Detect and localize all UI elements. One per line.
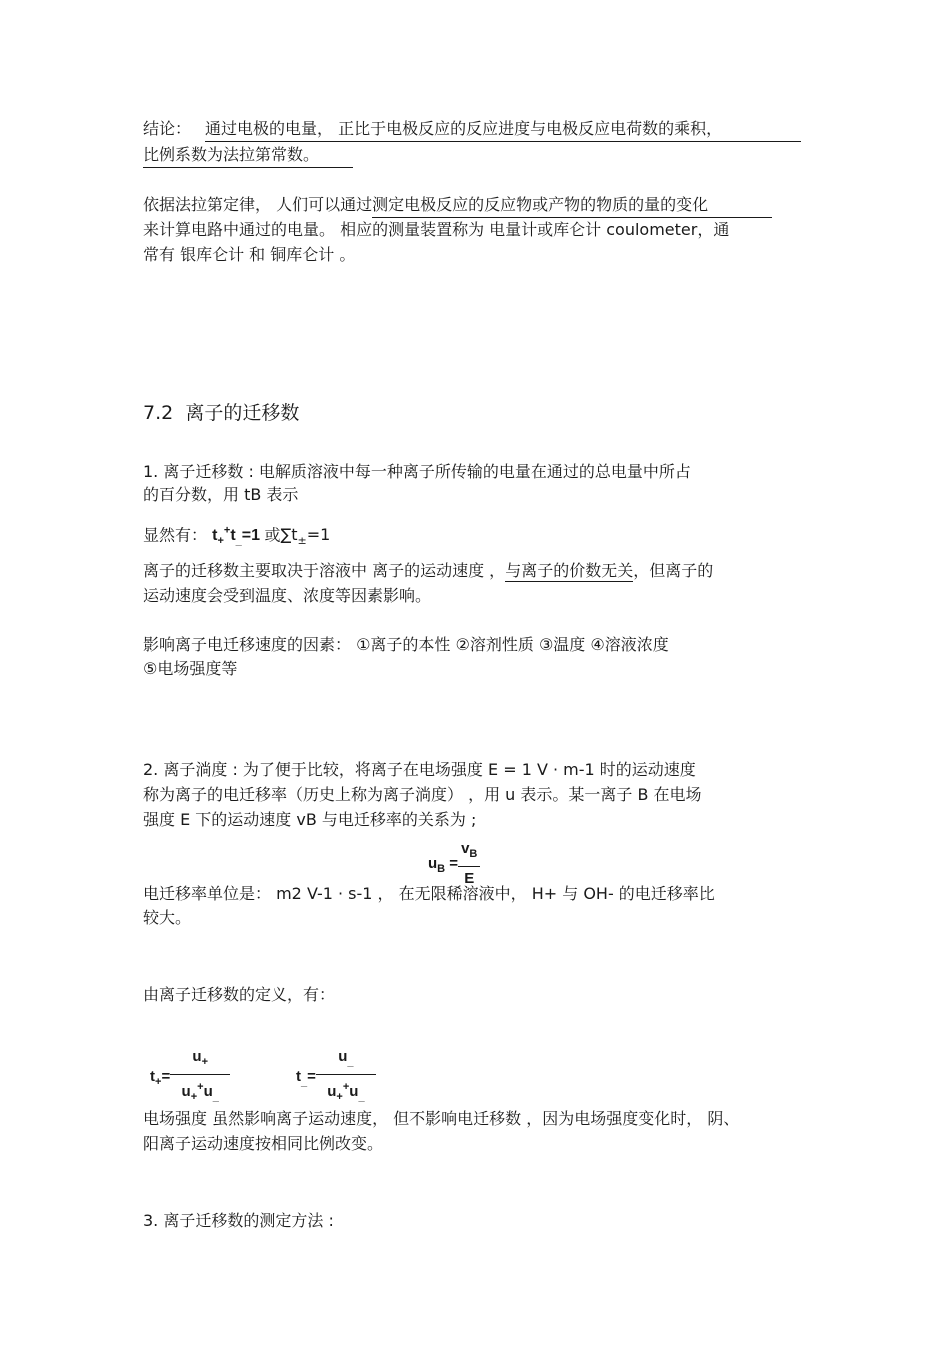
conclusion-text-2: 比例系数为法拉第常数。: [143, 144, 353, 168]
sigma-formula: $\sum t_\pm=1$: [280, 525, 331, 548]
section-heading: [143, 402, 299, 424]
units-line-1: 电迁移率单位是： m2 V-1 · s-1 ， 在无限稀溶液中， H+ 与 OH- 的电迁移率比: [143, 884, 715, 903]
factors-line-1: 影响离子电迁移速度的因素： ①离子的本性 ②溶剂性质 ③温度 ④溶液浓度: [143, 635, 669, 654]
factors-line-2: ⑤电场强度等: [143, 659, 238, 678]
item2-line-2: 称为离子的电迁移率（历史上称为离子淌度） ，用 u 表示。某一离子 B 在电场: [143, 785, 702, 804]
by-definition-text: 由离子迁移数的定义，有：: [143, 985, 336, 1004]
item1-line-1: 1. 离子迁移数 : 电解质溶液中每一种离子所传输的电量在通过的总电量中所占: [143, 462, 691, 481]
units-line-2: 较大。: [143, 908, 192, 927]
faraday-line-1: [143, 194, 772, 218]
faraday-text-1a: 依据法拉第定律， 人们可以通过: [143, 195, 373, 214]
depend-text-1c: ，但离子的: [633, 561, 714, 580]
depend-text-1b: 与离子的价数无关: [505, 561, 634, 580]
faraday-line-3: 常有 银库仑计 和 铜库仑计 。: [143, 245, 356, 264]
t-plus-formula: $t_+=$ $\frac{u_+}{u_+^+u_{\_}}$: [150, 1046, 230, 1108]
conclusion-line-2: [143, 144, 353, 168]
conclusion-line-1: [143, 118, 801, 142]
conclusion-label: 结论：: [143, 119, 192, 138]
t-minus-formula: $t_{\_}=$ $\frac{u_{\_}}{u_+^+u_{\_}}$: [296, 1046, 376, 1108]
depend-line-1: [143, 560, 713, 582]
faraday-line-2: 来计算电路中通过的电量。 相应的测量装置称为 电量计或库仑计 coulometer，通: [143, 220, 730, 239]
faraday-text-1b: 测定电极反应的反应物或产物的物质的量的变化: [372, 194, 772, 218]
item1-line-2: 的百分数，用 tB 表示: [143, 485, 299, 504]
item3-heading: 3. 离子迁移数的测定方法 :: [143, 1211, 334, 1230]
depend-text-1a: 离子的迁移数主要取决于溶液中 离子的运动速度 ，: [143, 561, 506, 580]
section-title: 离子的迁移数: [185, 402, 300, 424]
conclusion-text-1: 通过电极的电量， 正比于电极反应的反应进度与电极反应电荷数的乘积，: [205, 118, 801, 142]
item2-line-3: 强度 E 下的运动速度 vB 与电迁移率的关系为 ;: [143, 810, 477, 829]
depend-line-2: 运动速度会受到温度、浓度等因素影响。: [143, 586, 432, 605]
sum-formula: $t_+^+t_{\_}=1$: [212, 525, 261, 548]
mobility-formula: $u_B$ = $\frac{v_B}{E}$: [428, 838, 480, 890]
item2-line-1: 2. 离子淌度 : 为了便于比较，将离子在电场强度 E = 1 V · m-1 时的运动速度: [143, 760, 696, 779]
section-number: 7.2: [143, 402, 174, 424]
field-effect-line-1: 电场强度 虽然影响离子运动速度， 但不影响电迁移数 ，因为电场强度变化时， 阴、: [143, 1109, 740, 1128]
obviously-label: 显然有：: [143, 525, 208, 545]
obviously-formula: [143, 520, 330, 553]
or-word: 或: [264, 525, 281, 545]
field-effect-line-2: 阳离子运动速度按相同比例改变。: [143, 1134, 384, 1153]
